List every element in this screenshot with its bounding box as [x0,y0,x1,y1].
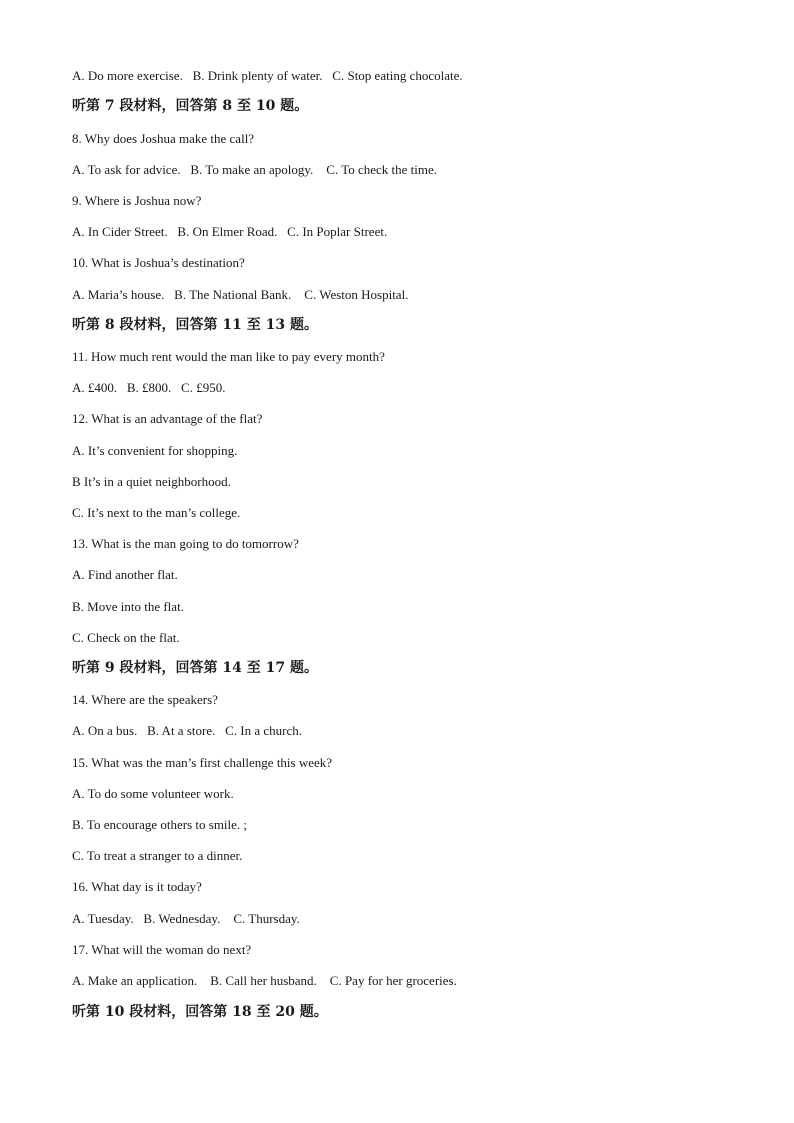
question-11: 11. How much rent would the man like to pay every month? [72,349,385,364]
option-q12-c: C. It’s next to the man’s college. [72,505,241,520]
options-q9: A. In Cider Street. B. On Elmer Road. C. In Poplar Street. [72,224,388,239]
option-q12-a: A. It’s convenient for shopping. [72,443,238,458]
question-15: 15. What was the man’s first challenge this week? [72,755,333,770]
question-10: 10. What is Joshua’s destination? [72,255,245,270]
option-q13-b: B. Move into the flat. [72,599,184,614]
option-q13-c: C. Check on the flat. [72,630,180,645]
option-q15-c: C. To treat a stranger to a dinner. [72,848,243,863]
options-q11: A. £400. B. £800. C. £950. [72,380,226,395]
options-q7: A. Do more exercise. B. Drink plenty of water. C. Stop eating chocolate. [72,68,463,83]
option-q15-b: B. To encourage others to smile. ; [72,817,248,832]
section-heading-10: 听第 10 段材料，回答第 18 至 20 题。 [72,1004,328,1020]
options-q10: A. Maria’s house. B. The National Bank. C. Weston Hospital. [72,287,409,302]
section-heading-8: 听第 8 段材料，回答第 11 至 13 题。 [72,317,318,333]
question-12: 12. What is an advantage of the flat? [72,411,263,426]
option-q15-a: A. To do some volunteer work. [72,786,234,801]
question-14: 14. Where are the speakers? [72,692,218,707]
options-q16: A. Tuesday. B. Wednesday. C. Thursday. [72,911,300,926]
options-q8: A. To ask for advice. B. To make an apology. C. To check the time. [72,162,438,177]
question-8: 8. Why does Joshua make the call? [72,131,255,146]
option-q13-a: A. Find another flat. [72,567,178,582]
options-q17: A. Make an application. B. Call her husband. C. Pay for her groceries. [72,973,457,988]
question-17: 17. What will the woman do next? [72,942,252,957]
question-13: 13. What is the man going to do tomorrow? [72,536,299,551]
option-q12-b: B It’s in a quiet neighborhood. [72,474,231,489]
section-heading-9: 听第 9 段材料，回答第 14 至 17 题。 [72,660,318,676]
section-heading-7: 听第 7 段材料，回答第 8 至 10 题。 [72,98,309,114]
options-q14: A. On a bus. B. At a store. C. In a church. [72,723,302,738]
question-16: 16. What day is it today? [72,879,202,894]
question-9: 9. Where is Joshua now? [72,193,202,208]
